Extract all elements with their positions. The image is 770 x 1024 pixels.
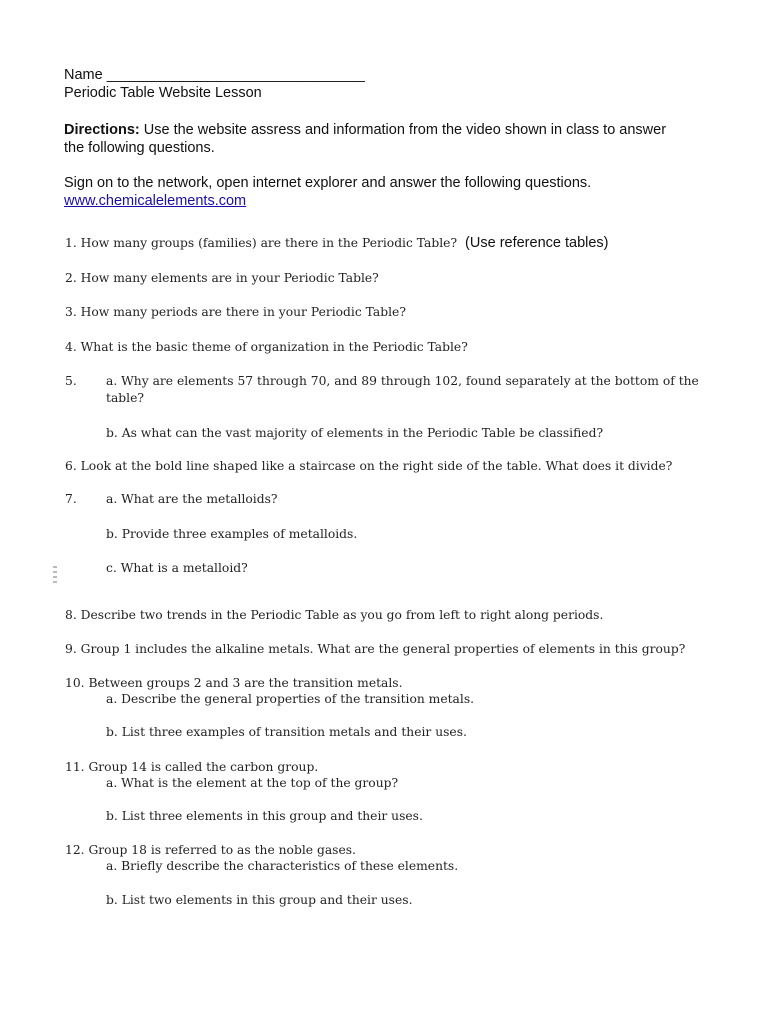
website-link[interactable]: www.chemicalelements.com: [64, 193, 247, 209]
question-7b: b. Provide three examples of metalloids.: [106, 527, 358, 541]
question-7c: c. What is a metalloid?: [106, 561, 248, 575]
question-5a-continued: table?: [106, 391, 144, 405]
question-2: 2. How many elements are in your Periodic Table?: [65, 271, 379, 285]
question-11: 11. Group 14 is called the carbon group.: [65, 760, 319, 774]
question-12a: a. Briefly describe the characteristics of these elements.: [106, 859, 459, 873]
question-10: 10. Between groups 2 and 3 are the transition metals.: [65, 676, 403, 690]
question-11b: b. List three elements in this group and their uses.: [106, 809, 423, 823]
question-1-text: 1. How many groups (families) are there in the Periodic Table?: [65, 236, 458, 250]
lesson-title: Periodic Table Website Lesson: [64, 85, 262, 101]
directions-line2: the following questions.: [64, 140, 215, 156]
question-12: 12. Group 18 is referred to as the noble gases.: [65, 843, 356, 857]
instructions-text: Sign on to the network, open internet explorer and answer the following questions.: [64, 175, 592, 191]
question-7-number: 7.: [65, 492, 77, 506]
directions: [64, 121, 724, 139]
scan-mark: [52, 566, 58, 588]
question-5b: b. As what can the vast majority of elements in the Periodic Table be classified?: [106, 426, 604, 440]
name-line: Name ________________________________: [64, 67, 365, 83]
question-10a: a. Describe the general properties of the transition metals.: [106, 692, 475, 706]
question-1: [65, 235, 609, 251]
directions-label: Directions:: [64, 122, 140, 138]
question-9: 9. Group 1 includes the alkaline metals. What are the general properties of elements in this group?: [65, 642, 686, 656]
question-8: 8. Describe two trends in the Periodic Table as you go from left to right along periods.: [65, 608, 604, 622]
question-10b: b. List three examples of transition metals and their uses.: [106, 725, 467, 739]
question-7a: a. What are the metalloids?: [106, 492, 278, 506]
question-4: 4. What is the basic theme of organization in the Periodic Table?: [65, 340, 468, 354]
question-11a: a. What is the element at the top of the group?: [106, 776, 399, 790]
question-6: 6. Look at the bold line shaped like a staircase on the right side of the table. What does it divide?: [65, 459, 673, 473]
directions-text: Use the website assress and information from the video shown in class to answer: [139, 122, 667, 138]
question-12b: b. List two elements in this group and their uses.: [106, 893, 413, 907]
question-3: 3. How many periods are there in your Periodic Table?: [65, 305, 406, 319]
question-5a: a. Why are elements 57 through 70, and 89 through 102, found separately at the bottom of the: [106, 374, 699, 388]
question-1-note: (Use reference tables): [465, 235, 609, 251]
question-5-number: 5.: [65, 374, 77, 388]
